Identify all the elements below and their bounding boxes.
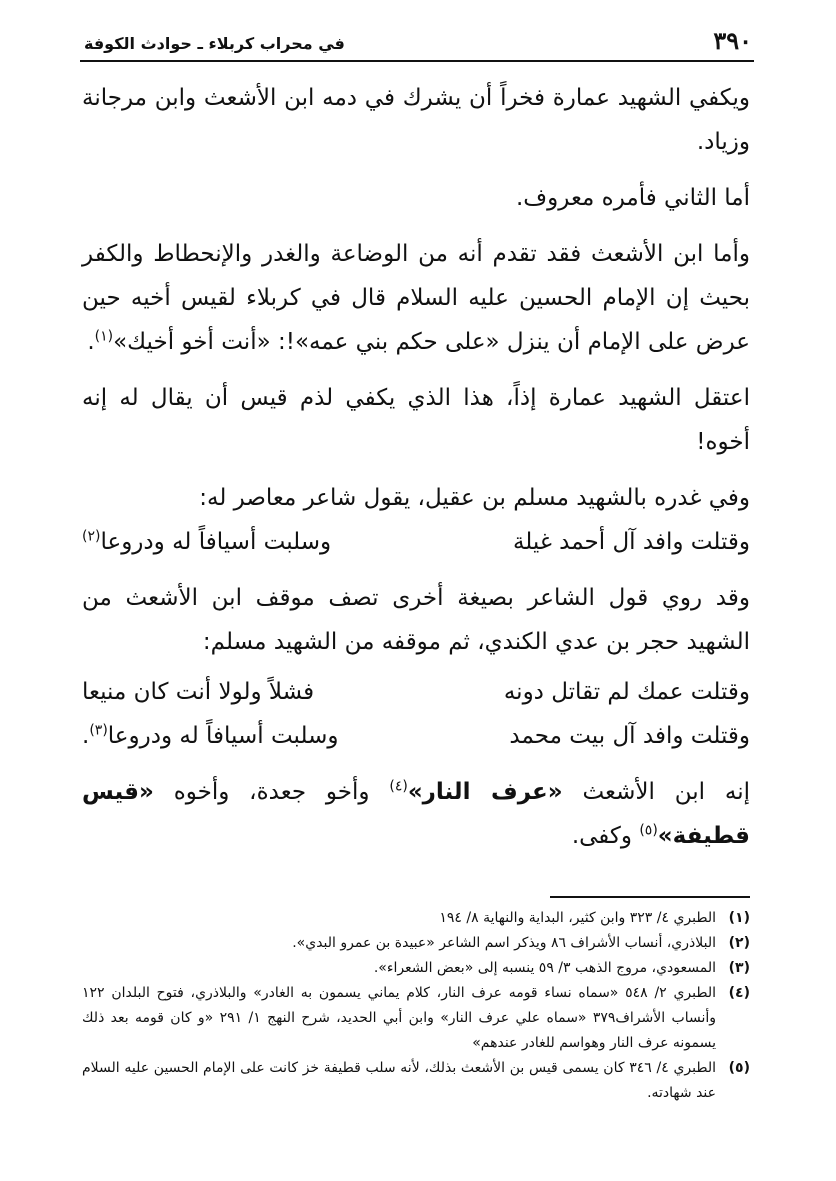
verse-3-second-text: وسلبت أسيافاً له ودروعا bbox=[107, 723, 339, 749]
paragraph-7-part-a: إنه ابن الأشعث bbox=[582, 779, 751, 805]
footnote-number: (١) bbox=[728, 910, 750, 926]
footnote-number: (٤) bbox=[728, 985, 750, 1001]
page-number: ٣٩٠ bbox=[713, 26, 752, 55]
verse-1 bbox=[82, 520, 750, 564]
paragraph-7-part-c: وكفى. bbox=[571, 823, 632, 849]
footnote-4 bbox=[82, 981, 750, 1056]
paragraph-4: اعتقل الشهيد عمارة إذاً، هذا الذي يكفي لذم قيس أن يقال له إنه أخوه! bbox=[82, 385, 750, 455]
footnote-text: الطبري ٤/ ٣٤٦ كان يسمى قيس بن الأشعث بذلك، لأنه سلب قطيفة خز كانت على الإمام الحسين عليه السلام عند شهادته. bbox=[82, 1060, 717, 1101]
paragraph-7-part-b: وأخو جعدة، وأخوه bbox=[173, 779, 370, 805]
footnotes bbox=[82, 906, 750, 1106]
paragraph-3-end: . bbox=[87, 329, 95, 355]
verse-2-second-hemistich: فشلاً ولولا أنت كان منيعا bbox=[82, 679, 315, 705]
main-text bbox=[82, 76, 750, 858]
paragraph-5: وفي غدره بالشهيد مسلم بن عقيل، يقول شاعر معاصر له: bbox=[199, 485, 750, 511]
running-title: في محراب كربلاء ـ حوادث الكوفة bbox=[84, 34, 345, 53]
verse-1-second-hemistich bbox=[82, 520, 331, 564]
verse-3 bbox=[82, 714, 750, 758]
footnote-separator bbox=[550, 896, 750, 898]
verse-1-second-text: وسلبت أسيافاً له ودروعا bbox=[100, 529, 332, 555]
footnote-ref-1: (١) bbox=[94, 328, 114, 345]
footnote-2 bbox=[82, 931, 750, 956]
paragraph-7 bbox=[82, 770, 750, 858]
footnote-text: الطبري ٢/ ٥٤٨ «سماه نساء قومه عرف النار، كلام يماني يسمون به الغادر» والبلاذري، فتوح البلدان ١٢٢ وأنساب الأشراف٣٧٩ «سماه علي عرف النار» وابن أبي الحديد، شرح النهج ١/ ٢٩١ «و كان قومه بعد ذلك يسمونه عرف النار وهواسم للغادر عندهم» bbox=[82, 985, 717, 1051]
verse-2-first-hemistich: وقتلت عمك لم تقاتل دونه bbox=[503, 679, 750, 705]
paragraph-3 bbox=[82, 232, 750, 364]
paragraph-3-text: وأما ابن الأشعث فقد تقدم أنه من الوضاعة والغدر والإنحطاط والكفر بحيث إن الإمام الحسين عليه السلام قال في كربلاء لقيس أخيه حين عرض على الإمام أن ينزل «على حكم بني عمه»!: «أنت أخو أخيك» bbox=[82, 241, 750, 355]
epithet-qays-qatifa: «قيس قطيفة» bbox=[82, 779, 750, 849]
page-header bbox=[80, 26, 754, 62]
footnote-5 bbox=[82, 1056, 750, 1106]
verse-3-second-hemistich bbox=[82, 714, 338, 758]
footnote-ref-3: (٣) bbox=[89, 722, 108, 739]
footnote-number: (٢) bbox=[728, 935, 750, 951]
verse-3-end: . bbox=[82, 723, 90, 749]
paragraph-1: ويكفي الشهيد عمارة فخراً أن يشرك في دمه ابن الأشعث وابن مرجانة وزياد. bbox=[82, 85, 750, 155]
epithet-urf-al-nar: «عرف النار» bbox=[407, 779, 563, 805]
footnote-3 bbox=[82, 956, 750, 981]
footnote-ref-2: (٢) bbox=[82, 528, 101, 545]
verse-2 bbox=[82, 670, 750, 714]
footnote-text: المسعودي، مروج الذهب ٣/ ٥٩ ينسبه إلى «بعض الشعراء». bbox=[373, 960, 716, 976]
verse-1-first-hemistich: وقتلت وافد آل أحمد غيلة bbox=[512, 529, 750, 555]
footnote-text: البلاذري، أنساب الأشراف ٨٦ ويذكر اسم الشاعر «عبيدة بن عمرو البدي». bbox=[292, 935, 716, 951]
paragraph-6: وقد روي قول الشاعر بصيغة أخرى تصف موقف ابن الأشعث من الشهيد حجر بن عدي الكندي، ثم موقفه من الشهيد مسلم: bbox=[82, 585, 750, 655]
footnote-text: الطبري ٤/ ٣٢٣ وابن كثير، البداية والنهاية ٨/ ١٩٤ bbox=[439, 910, 716, 926]
footnote-1 bbox=[82, 906, 750, 931]
footnote-number: (٣) bbox=[728, 960, 750, 976]
paragraph-2: أما الثاني فأمره معروف. bbox=[516, 185, 750, 211]
footnote-ref-5: (٥) bbox=[639, 822, 658, 839]
footnote-ref-4: (٤) bbox=[389, 778, 408, 795]
footnote-number: (٥) bbox=[728, 1060, 750, 1076]
verse-3-first-hemistich: وقتلت وافد آل بيت محمد bbox=[509, 723, 750, 749]
